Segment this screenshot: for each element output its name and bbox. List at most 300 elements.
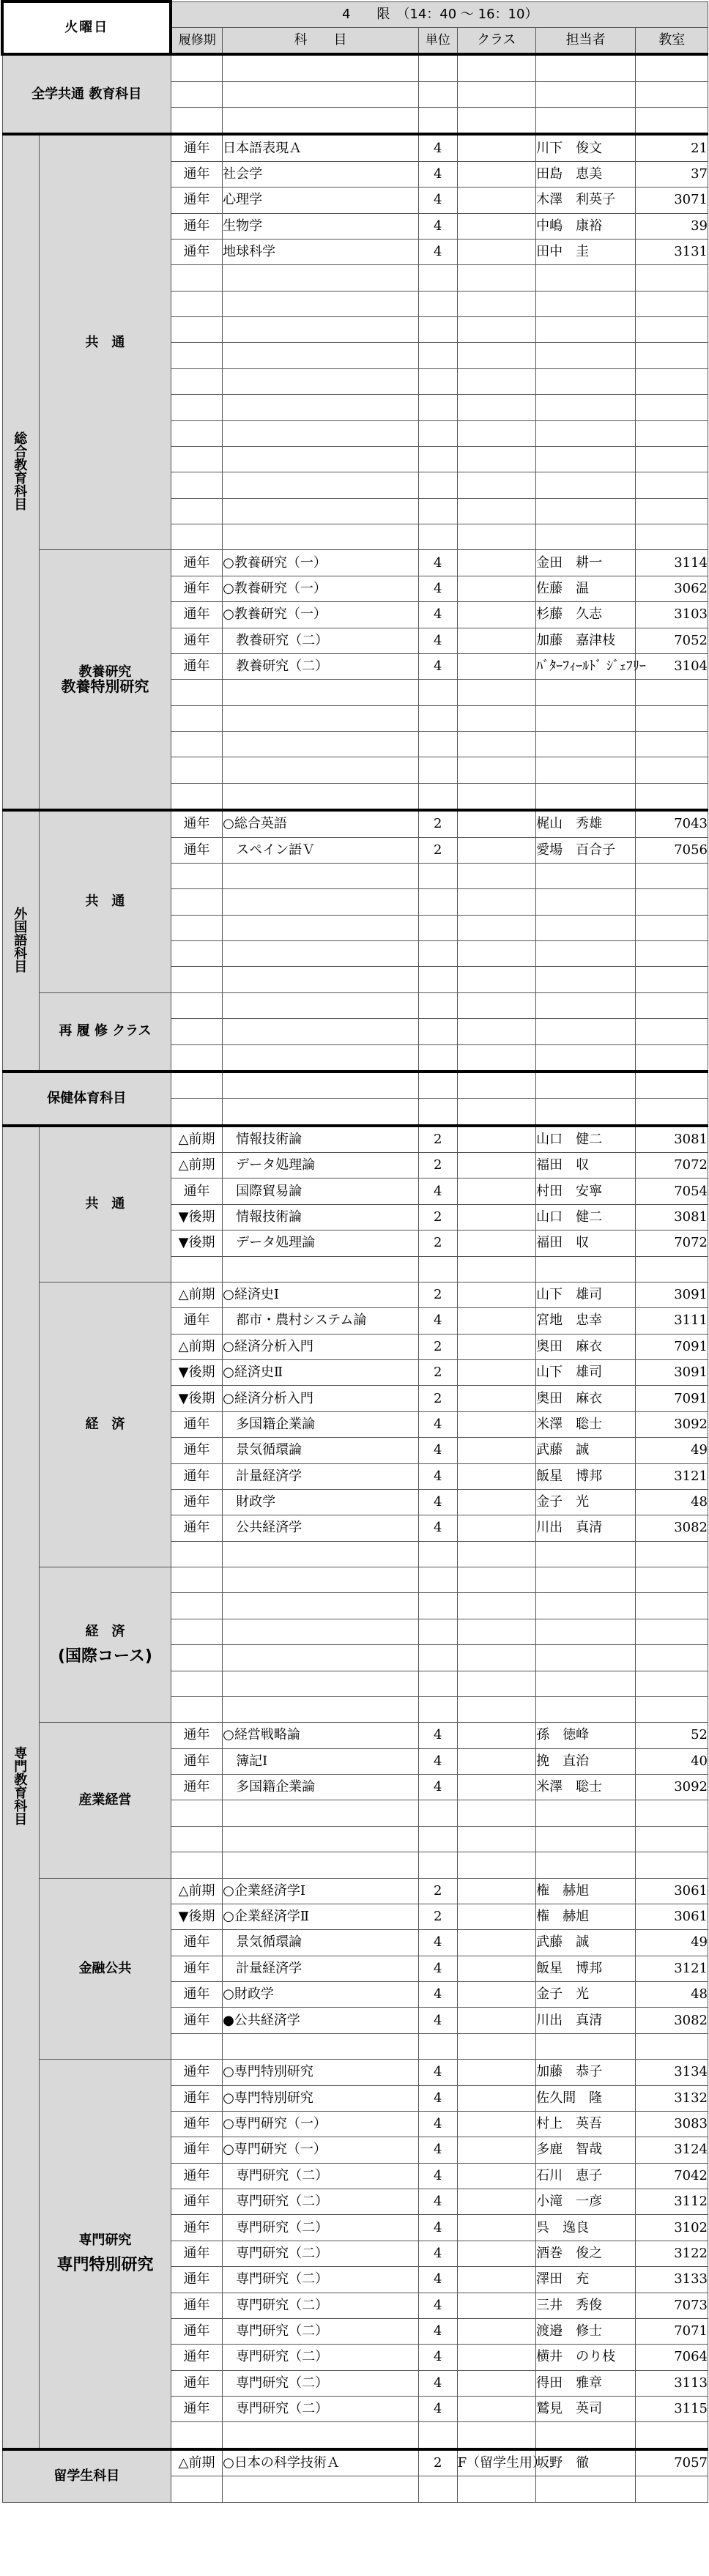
cell-room: 7091 xyxy=(636,1386,708,1411)
category-label: 全学共通 教育科目 xyxy=(31,86,142,102)
cell-term: △前期 xyxy=(171,1282,222,1307)
category-ryugaku xyxy=(2,2449,171,2502)
cell-term xyxy=(171,757,222,783)
cell-units xyxy=(418,1671,457,1696)
cell-class: F（留学生用） xyxy=(457,2449,536,2476)
cell-class xyxy=(457,1696,536,1722)
cell-room: 3111 xyxy=(636,1308,708,1334)
cell-subject xyxy=(223,915,419,940)
cell-class xyxy=(457,757,536,783)
subcategory-sairishu xyxy=(39,992,171,1072)
cell-units xyxy=(418,1645,457,1671)
cell-teacher: 山下 雄司 xyxy=(536,1282,636,1307)
cell-units xyxy=(418,108,457,135)
cell-term: ▼後期 xyxy=(171,1904,222,1929)
cell-class xyxy=(457,1956,536,1981)
cell-subject: ○総合英語 xyxy=(223,810,419,837)
cell-units xyxy=(418,1826,457,1852)
cell-teacher xyxy=(536,1044,636,1072)
cell-class xyxy=(457,498,536,524)
cell-teacher: 愛場 百合子 xyxy=(536,837,636,863)
cell-teacher: 横井 のり枝 xyxy=(536,2345,636,2370)
cell-room: 3103 xyxy=(636,602,708,628)
cell-teacher: 金田 耕一 xyxy=(536,550,636,576)
cell-class xyxy=(457,2370,536,2396)
cell-term: 通年 xyxy=(171,2345,222,2370)
table-row xyxy=(2,1126,708,1153)
table-row xyxy=(2,2060,708,2085)
cell-teacher: 坂野 徹 xyxy=(536,2449,636,2476)
cell-subject xyxy=(223,1826,419,1852)
cell-room: 3113 xyxy=(636,2370,708,2396)
cell-room xyxy=(636,783,708,810)
category-char: 合 xyxy=(14,444,28,460)
cell-room: 3092 xyxy=(636,1411,708,1437)
cell-room xyxy=(636,1619,708,1644)
cell-room xyxy=(636,1645,708,1671)
cell-term xyxy=(171,2033,222,2059)
cell-units xyxy=(418,992,457,1018)
cell-units xyxy=(418,446,457,472)
cell-units xyxy=(418,1541,457,1567)
cell-term: △前期 xyxy=(171,1878,222,1904)
cell-teacher xyxy=(536,757,636,783)
col-header-teacher: 担当者 xyxy=(536,27,636,54)
cell-term xyxy=(171,941,222,967)
cell-units xyxy=(418,265,457,291)
cell-room xyxy=(636,265,708,291)
cell-units xyxy=(418,1044,457,1072)
cell-subject xyxy=(223,472,419,498)
cell-room: 39 xyxy=(636,213,708,239)
cell-subject xyxy=(223,863,419,888)
cell-teacher xyxy=(536,680,636,705)
cell-term: △前期 xyxy=(171,1153,222,1178)
cell-room: 7064 xyxy=(636,2345,708,2370)
cell-teacher: 杉藤 久志 xyxy=(536,602,636,628)
cell-class xyxy=(457,1619,536,1644)
cell-units xyxy=(418,705,457,731)
cell-teacher: 小滝 一彦 xyxy=(536,2189,636,2215)
cell-units: 4 xyxy=(418,161,457,187)
cell-class xyxy=(457,2318,536,2344)
cell-class xyxy=(457,2293,536,2318)
cell-teacher xyxy=(536,992,636,1018)
cell-units xyxy=(418,915,457,940)
cell-room xyxy=(636,705,708,731)
cell-term: 通年 xyxy=(171,1982,222,2008)
cell-room xyxy=(636,524,708,550)
cell-teacher xyxy=(536,446,636,472)
cell-units: 4 xyxy=(418,188,457,213)
cell-units xyxy=(418,863,457,888)
cell-term: 通年 xyxy=(171,1930,222,1956)
category-char: 総 xyxy=(14,431,28,447)
cell-class xyxy=(457,1153,536,1178)
cell-teacher: 宮地 忠幸 xyxy=(536,1308,636,1334)
cell-term xyxy=(171,992,222,1018)
cell-term: 通年 xyxy=(171,1463,222,1489)
cell-units: 4 xyxy=(418,2293,457,2318)
cell-room: 3112 xyxy=(636,2189,708,2215)
cell-subject: 専門研究（二） xyxy=(223,2293,419,2318)
cell-room xyxy=(636,420,708,446)
cell-units xyxy=(418,291,457,316)
cell-class xyxy=(457,1044,536,1072)
cell-subject xyxy=(223,1645,419,1671)
cell-teacher: 奥田 麻衣 xyxy=(536,1334,636,1359)
cell-teacher xyxy=(536,343,636,368)
cell-class xyxy=(457,2476,536,2502)
cell-class xyxy=(457,2111,536,2137)
empty-row xyxy=(2,54,708,81)
cell-subject: 国際貿易論 xyxy=(223,1178,419,1204)
cell-units: 4 xyxy=(418,2085,457,2111)
cell-units xyxy=(418,2476,457,2502)
cell-subject: 情報技術論 xyxy=(223,1126,419,1153)
cell-teacher: 武藤 誠 xyxy=(536,1438,636,1463)
cell-class xyxy=(457,1982,536,2008)
subcategory-label: 経 済 xyxy=(85,1416,125,1432)
cell-term xyxy=(171,472,222,498)
cell-term xyxy=(171,446,222,472)
cell-units: 2 xyxy=(418,1360,457,1386)
cell-teacher xyxy=(536,524,636,550)
subcategory-sangyo xyxy=(39,1723,171,1878)
cell-units: 4 xyxy=(418,576,457,601)
cell-units: 4 xyxy=(418,2111,457,2137)
cell-term: △前期 xyxy=(171,1126,222,1153)
cell-subject xyxy=(223,1019,419,1044)
category-char: 教 xyxy=(14,457,28,473)
cell-room: 3115 xyxy=(636,2397,708,2422)
cell-subject xyxy=(223,524,419,550)
cell-class xyxy=(457,2060,536,2085)
cell-subject: 専門研究（二） xyxy=(223,2397,419,2422)
cell-teacher: 米澤 聡士 xyxy=(536,1411,636,1437)
cell-class xyxy=(457,863,536,888)
cell-subject: ○企業経済学Ⅱ xyxy=(223,1904,419,1929)
cell-term xyxy=(171,1567,222,1593)
cell-units: 4 xyxy=(418,653,457,679)
cell-subject xyxy=(223,1593,419,1619)
cell-room xyxy=(636,915,708,940)
cell-teacher: 渡邉 修士 xyxy=(536,2318,636,2344)
cell-teacher: 米澤 聡士 xyxy=(536,1775,636,1800)
cell-subject: ○財政学 xyxy=(223,1982,419,2008)
cell-subject: ○教養研究（一） xyxy=(223,550,419,576)
cell-term: △前期 xyxy=(171,1334,222,1359)
cell-teacher xyxy=(536,705,636,731)
cell-term xyxy=(171,783,222,810)
cell-units: 4 xyxy=(418,2397,457,2422)
cell-class xyxy=(457,2008,536,2033)
cell-class xyxy=(457,628,536,653)
cell-subject: 社会学 xyxy=(223,161,419,187)
cell-teacher xyxy=(536,2476,636,2502)
cell-subject: ○教養研究（一） xyxy=(223,602,419,628)
cell-units xyxy=(418,1619,457,1644)
cell-class xyxy=(457,213,536,239)
cell-teacher xyxy=(536,1645,636,1671)
cell-units: 4 xyxy=(418,1930,457,1956)
cell-subject: 地球科学 xyxy=(223,239,419,264)
cell-teacher: 福田 収 xyxy=(536,1153,636,1178)
cell-term: 通年 xyxy=(171,837,222,863)
col-header-subject: 科 目 xyxy=(223,27,419,54)
cell-room: 7052 xyxy=(636,628,708,653)
cell-units: 4 xyxy=(418,2267,457,2293)
cell-subject: 都市・農村システム論 xyxy=(223,1308,419,1334)
cell-term xyxy=(171,54,222,81)
cell-subject: ○経営戦略論 xyxy=(223,1723,419,1748)
cell-room: 3114 xyxy=(636,550,708,576)
cell-term: 通年 xyxy=(171,550,222,576)
cell-term xyxy=(171,420,222,446)
cell-subject xyxy=(223,967,419,992)
cell-teacher: 鷲見 英司 xyxy=(536,2397,636,2422)
cell-room: 3081 xyxy=(636,1204,708,1230)
cell-room: 48 xyxy=(636,1982,708,2008)
cell-subject: 専門研究（二） xyxy=(223,2345,419,2370)
cell-teacher: 孫 徳峰 xyxy=(536,1723,636,1748)
cell-teacher: 三井 秀俊 xyxy=(536,2293,636,2318)
cell-class xyxy=(457,1645,536,1671)
cell-subject xyxy=(223,1256,419,1282)
cell-room: 3092 xyxy=(636,1775,708,1800)
cell-class xyxy=(457,653,536,679)
cell-room: 3122 xyxy=(636,2241,708,2266)
cell-units xyxy=(418,2033,457,2059)
cell-term xyxy=(171,1072,222,1099)
cell-units xyxy=(418,941,457,967)
cell-teacher: 木澤 利英子 xyxy=(536,188,636,213)
cell-units xyxy=(418,317,457,343)
cell-room xyxy=(636,291,708,316)
cell-term xyxy=(171,108,222,135)
cell-teacher: 石川 恵子 xyxy=(536,2163,636,2189)
cell-teacher xyxy=(536,54,636,81)
cell-class xyxy=(457,161,536,187)
cell-units xyxy=(418,1800,457,1826)
cell-subject: 計量経済学 xyxy=(223,1956,419,1981)
cell-units xyxy=(418,472,457,498)
cell-units: 4 xyxy=(418,602,457,628)
cell-room: 3083 xyxy=(636,2111,708,2137)
cell-teacher: 挽 直治 xyxy=(536,1748,636,1774)
cell-class xyxy=(457,1308,536,1334)
cell-teacher xyxy=(536,783,636,810)
cell-subject xyxy=(223,1696,419,1722)
cell-term xyxy=(171,1826,222,1852)
subcategory-label: 経 済 xyxy=(85,1623,125,1639)
cell-term: 通年 xyxy=(171,239,222,264)
cell-subject xyxy=(223,446,419,472)
cell-teacher: 川出 真清 xyxy=(536,2008,636,2033)
cell-units: 2 xyxy=(418,1231,457,1256)
empty-row xyxy=(2,992,708,1018)
cell-units xyxy=(418,81,457,107)
cell-subject xyxy=(223,1852,419,1878)
cell-term: 通年 xyxy=(171,2318,222,2344)
cell-teacher xyxy=(536,1696,636,1722)
cell-teacher: 山口 健二 xyxy=(536,1204,636,1230)
cell-units: 2 xyxy=(418,1878,457,1904)
cell-room: 7042 xyxy=(636,2163,708,2189)
cell-units: 2 xyxy=(418,1126,457,1153)
cell-term xyxy=(171,1800,222,1826)
cell-teacher xyxy=(536,1593,636,1619)
cell-class xyxy=(457,2422,536,2449)
cell-units xyxy=(418,1072,457,1099)
cell-units: 4 xyxy=(418,2241,457,2266)
cell-class xyxy=(457,420,536,446)
subcategory-note: (国際コース) xyxy=(57,1647,152,1666)
cell-units: 4 xyxy=(418,1748,457,1774)
cell-teacher xyxy=(536,1800,636,1826)
cell-class xyxy=(457,1386,536,1411)
cell-term: 通年 xyxy=(171,576,222,601)
cell-teacher: 村上 英吾 xyxy=(536,2111,636,2137)
cell-class xyxy=(457,837,536,863)
cell-class xyxy=(457,2033,536,2059)
cell-room: 7043 xyxy=(636,810,708,837)
cell-teacher xyxy=(536,420,636,446)
category-char: 教 xyxy=(14,1773,28,1789)
subcategory-keizai xyxy=(39,1282,171,1567)
cell-teacher xyxy=(536,291,636,316)
cell-units: 4 xyxy=(418,1515,457,1541)
cell-units xyxy=(418,1593,457,1619)
subcategory-gaikoku_kyoutsu xyxy=(39,810,171,992)
cell-teacher xyxy=(536,863,636,888)
subcategory-label: 金融公共 xyxy=(78,1960,132,1976)
cell-term: 通年 xyxy=(171,1748,222,1774)
cell-class xyxy=(457,1567,536,1593)
cell-term xyxy=(171,2476,222,2502)
category-char: 科 xyxy=(14,483,28,500)
col-header-class: クラス xyxy=(457,27,536,54)
cell-units xyxy=(418,1567,457,1593)
cell-subject xyxy=(223,1072,419,1099)
cell-units: 4 xyxy=(418,1489,457,1515)
cell-class xyxy=(457,1463,536,1489)
cell-class xyxy=(457,54,536,81)
cell-room: 3061 xyxy=(636,1878,708,1904)
cell-room: 7091 xyxy=(636,1334,708,1359)
cell-teacher: 金子 光 xyxy=(536,1489,636,1515)
cell-term: 通年 xyxy=(171,134,222,161)
cell-units: 2 xyxy=(418,1204,457,1230)
cell-teacher: 佐藤 温 xyxy=(536,576,636,601)
category-char: 目 xyxy=(14,497,28,513)
cell-term: ▼後期 xyxy=(171,1386,222,1411)
cell-units xyxy=(418,343,457,368)
cell-subject xyxy=(223,889,419,915)
cell-subject: 多国籍企業論 xyxy=(223,1411,419,1437)
cell-subject xyxy=(223,757,419,783)
cell-teacher xyxy=(536,368,636,394)
cell-room: 7057 xyxy=(636,2449,708,2476)
cell-class xyxy=(457,1515,536,1541)
cell-term xyxy=(171,291,222,316)
subcategory-label: 教養研究 xyxy=(78,664,132,680)
cell-subject: 専門研究（二） xyxy=(223,2241,419,2266)
cell-term: 通年 xyxy=(171,2137,222,2163)
cell-units xyxy=(418,680,457,705)
cell-class xyxy=(457,992,536,1018)
category-gaikoku xyxy=(2,810,39,1072)
cell-units: 4 xyxy=(418,1956,457,1981)
cell-class xyxy=(457,446,536,472)
cell-units xyxy=(418,757,457,783)
cell-room: 3121 xyxy=(636,1463,708,1489)
cell-subject: ○経済史Ⅰ xyxy=(223,1282,419,1307)
cell-term xyxy=(171,1696,222,1722)
cell-room: 49 xyxy=(636,1438,708,1463)
cell-class xyxy=(457,1360,536,1386)
cell-term xyxy=(171,81,222,107)
cell-teacher xyxy=(536,317,636,343)
cell-class xyxy=(457,1723,536,1748)
cell-teacher: 加藤 嘉津枝 xyxy=(536,628,636,653)
cell-units: 2 xyxy=(418,1153,457,1178)
table-row xyxy=(2,1878,708,1904)
cell-subject: 簿記Ⅰ xyxy=(223,1748,419,1774)
cell-teacher xyxy=(536,498,636,524)
cell-term xyxy=(171,343,222,368)
cell-units: 2 xyxy=(418,810,457,837)
cell-class xyxy=(457,2215,536,2241)
cell-class xyxy=(457,1852,536,1878)
cell-units xyxy=(418,1019,457,1044)
cell-subject xyxy=(223,108,419,135)
cell-term xyxy=(171,732,222,757)
cell-term xyxy=(171,967,222,992)
cell-teacher: 山口 健二 xyxy=(536,1126,636,1153)
cell-term xyxy=(171,1044,222,1072)
cell-teacher xyxy=(536,1619,636,1644)
cell-class xyxy=(457,524,536,550)
cell-subject: 専門研究（二） xyxy=(223,2370,419,2396)
category-char: 門 xyxy=(14,1759,28,1775)
cell-class xyxy=(457,134,536,161)
cell-room xyxy=(636,1593,708,1619)
table-row xyxy=(2,2449,708,2476)
cell-room xyxy=(636,1044,708,1072)
cell-units: 2 xyxy=(418,1282,457,1307)
subcategory-note: 教養特別研究 xyxy=(61,677,149,695)
cell-term: ▼後期 xyxy=(171,1360,222,1386)
cell-units: 4 xyxy=(418,2189,457,2215)
cell-room xyxy=(636,680,708,705)
cell-room: 3061 xyxy=(636,1904,708,1929)
cell-term xyxy=(171,1256,222,1282)
cell-class xyxy=(457,705,536,731)
cell-subject: 心理学 xyxy=(223,188,419,213)
cell-class xyxy=(457,1204,536,1230)
cell-units xyxy=(418,54,457,81)
cell-teacher xyxy=(536,265,636,291)
cell-class xyxy=(457,1748,536,1774)
cell-room xyxy=(636,1671,708,1696)
cell-class xyxy=(457,1282,536,1307)
cell-room: 37 xyxy=(636,161,708,187)
col-header-term: 履修期 xyxy=(171,27,222,54)
cell-subject xyxy=(223,2033,419,2059)
cell-subject: 教養研究（二） xyxy=(223,653,419,679)
cell-class xyxy=(457,941,536,967)
